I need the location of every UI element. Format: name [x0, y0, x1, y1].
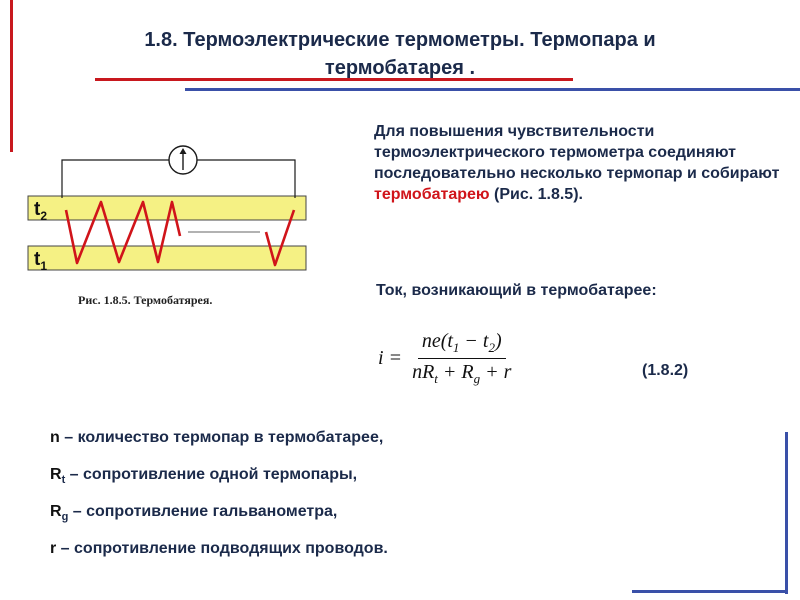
definition-item [50, 462, 388, 488]
definition-text: – сопротивление одной термопары, [65, 466, 358, 483]
denominator-part-a: nR [412, 361, 435, 383]
definition-text: – сопротивление подводящих проводов. [56, 540, 388, 557]
numerator-sub-a: 1 [452, 340, 460, 355]
band-label-t2-letter: t [34, 199, 41, 220]
figure-caption: Рис. 1.8.5. Термобатярея. [78, 293, 213, 307]
definition-item [50, 536, 388, 562]
definition-subscript: g [61, 511, 69, 524]
denominator-sub-a: t [434, 371, 438, 386]
blue-frame-line-vertical [785, 432, 788, 594]
thermopile-diagram [20, 140, 320, 280]
formula-numerator [418, 330, 506, 359]
band-label-t1-letter: t [34, 249, 41, 270]
cold-junction-band [28, 246, 306, 270]
denominator-sub-b: g [473, 371, 481, 386]
formula-fraction [408, 330, 515, 387]
definition-symbol: R [50, 503, 62, 520]
hot-junction-band [28, 196, 306, 220]
denominator-part-c: + r [480, 361, 512, 383]
definition-symbol: R [50, 466, 62, 483]
red-frame-line-vertical [10, 0, 13, 152]
intro-suffix: (Рис. 1.8.5). [489, 186, 583, 203]
band-label-t1-subscript: 1 [40, 259, 48, 273]
current-label: Ток, возникающий в термобатарее: [376, 282, 657, 299]
equation-number: (1.8.2) [642, 362, 689, 379]
intro-paragraph [374, 121, 784, 205]
intro-highlight-term: термобатарею [374, 186, 490, 203]
definition-symbol: r [50, 540, 57, 557]
definition-item [50, 425, 388, 451]
definition-item [50, 499, 388, 525]
blue-frame-line-horizontal [185, 88, 800, 91]
definition-text: – сопротивление гальванометра, [68, 503, 338, 520]
definition-text: – количество термопар в термобатарее, [59, 429, 384, 446]
definition-subscript: t [61, 474, 66, 487]
blue-frame-line-bottom [632, 590, 788, 593]
numerator-sub-b: 2 [488, 340, 495, 355]
denominator-part-b: + R [437, 361, 474, 383]
slide-title: 1.8. Термоэлектрические термометры. Термопара и термобатарея . [144, 29, 656, 79]
definitions-list [50, 425, 388, 573]
numerator-part-c: ) [494, 330, 502, 352]
intro-text: Для повышения чувствительности термоэлектрического термометра соединяют последовательно несколько термопар и собирают [374, 123, 780, 182]
formula-lhs: i = [378, 347, 403, 369]
numerator-part-b: − t [459, 330, 489, 352]
formula-denominator [408, 359, 515, 387]
formula-current [378, 330, 515, 387]
numerator-part-a: ne(t [421, 330, 453, 352]
definition-symbol: n [50, 429, 60, 446]
band-label-t2-subscript: 2 [40, 209, 48, 223]
